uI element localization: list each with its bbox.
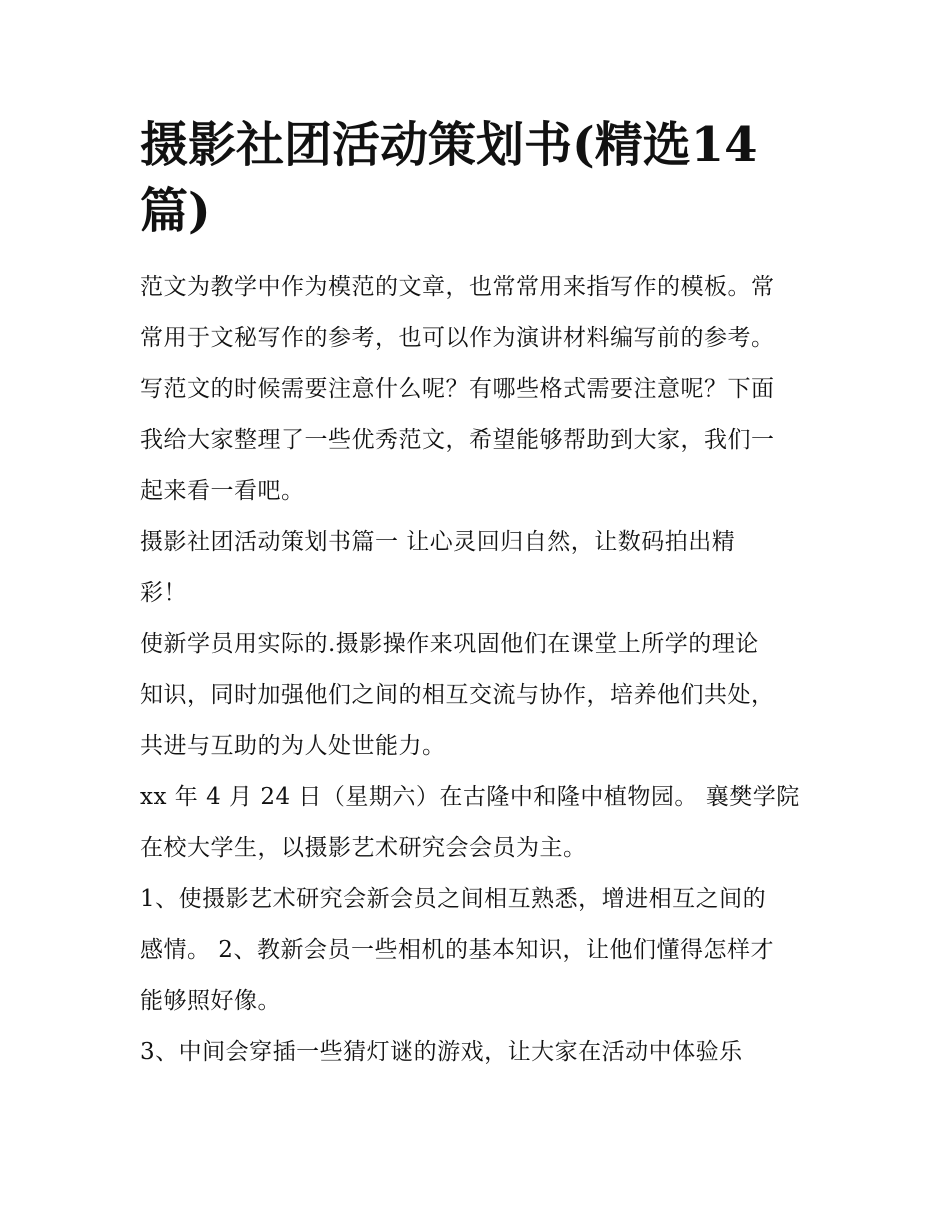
document-title — [140, 112, 820, 244]
text-line: 在校大学生，以摄影艺术研究会会员为主。 — [140, 835, 587, 861]
text-line: 感情。 2、教新会员一些相机的基本知识，让他们懂得怎样才 — [140, 937, 774, 963]
text-line: xx 年 4 月 24 日（星期六）在古隆中和隆中植物园。 襄樊学院 — [140, 784, 800, 810]
text-line: 写范文的时候需要注意什么呢？有哪些格式需要注意呢？下面 — [140, 376, 775, 402]
text-line: 常用于文秘写作的参考，也可以作为演讲材料编写前的参考。 — [140, 325, 775, 351]
purpose-paragraph — [140, 619, 820, 772]
text-line: 我给大家整理了一些优秀范文，希望能够帮助到大家，我们一 — [140, 427, 775, 453]
text-line: 1、使摄影艺术研究会新会员之间相互熟悉，增进相互之间的 — [140, 886, 767, 912]
time-place-paragraph — [140, 772, 820, 874]
text-line: 3、中间会穿插一些猜灯谜的游戏，让大家在活动中体验乐 — [140, 1039, 743, 1065]
section-heading-paragraph — [140, 517, 820, 619]
text-line: 能够照好像。 — [140, 988, 281, 1014]
text-line: 使新学员用实际的.摄影操作来巩固他们在课堂上所学的理论 — [140, 631, 759, 657]
goals-paragraph — [140, 874, 820, 1027]
text-line: 范文为教学中作为模范的文章，也常常用来指写作的模板。常 — [140, 274, 775, 300]
title-line: 摄影社团活动策划书(精选14 — [140, 117, 758, 173]
text-line: 共进与互助的为人处世能力。 — [140, 733, 446, 759]
intro-paragraph — [140, 262, 820, 517]
activity-paragraph — [140, 1027, 820, 1078]
text-line: 知识，同时加强他们之间的相互交流与协作，培养他们共处， — [140, 682, 775, 708]
document-body — [140, 112, 820, 1078]
text-line: 彩！ — [140, 580, 187, 606]
text-line: 摄影社团活动策划书篇一 让心灵回归自然，让数码拍出精 — [140, 529, 736, 555]
text-line: 起来看一看吧。 — [140, 478, 305, 504]
title-line: 篇) — [140, 183, 211, 239]
